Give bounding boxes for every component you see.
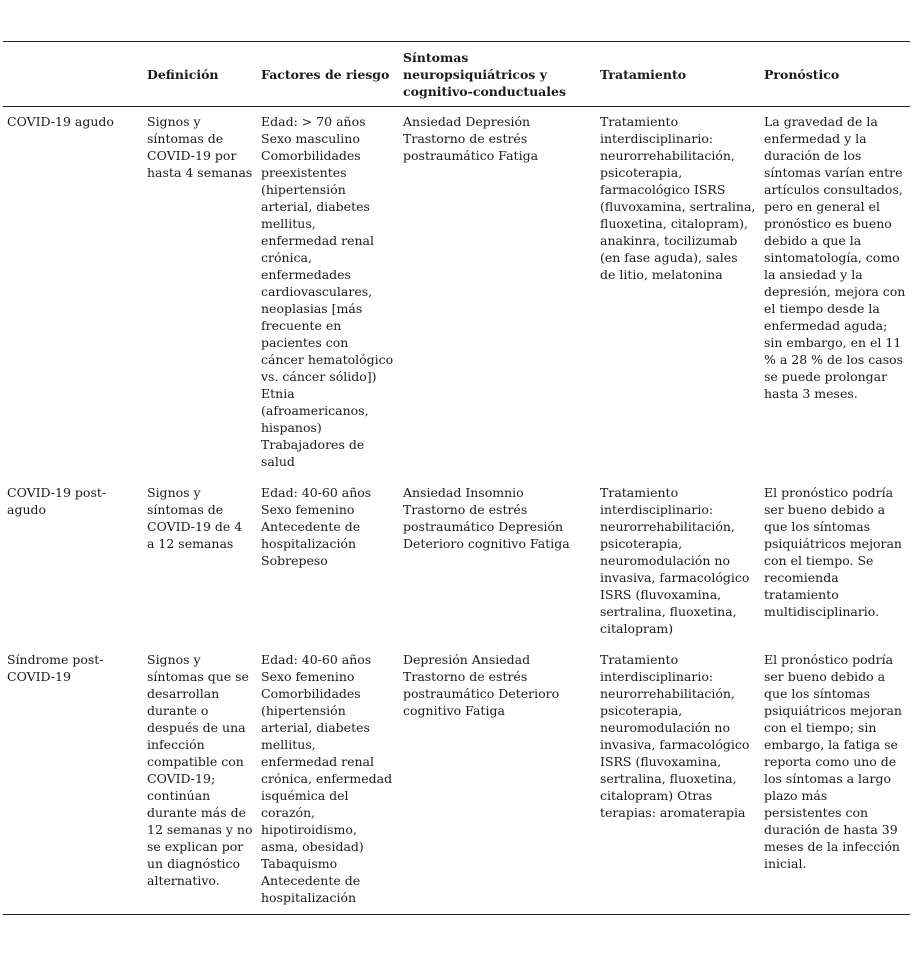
covid-phases-table bbox=[3, 41, 910, 915]
cell-pronostico: El pronóstico podría ser bueno debido a que los síntomas psiquiátricos mejoran con el tiempo. Se recomienda tratamiento multidisciplinario. bbox=[764, 485, 902, 619]
cell-factores-riesgo: Edad: 40-60 años Sexo femenino Comorbilidades (hipertensión arterial, diabetes mellitus, enfermedad renal crónica, enfermedad isquémica del corazón, hipotiroidismo, asma, obesidad) Tabaquismo Antecedente de hospitalización bbox=[261, 652, 393, 905]
header-definicion: Definición bbox=[147, 67, 219, 82]
header-phase bbox=[3, 42, 143, 107]
table-header bbox=[3, 42, 910, 107]
cell-pronostico: La gravedad de la enfermedad y la duración de los síntomas varían entre artículos consultados, pero en general el pronóstico es bueno debido a que la sintomatología, como la ansiedad y la depresión, mejora con el tiempo desde la enfermedad aguda; sin embargo, en el 11 % a 28 % de los casos se puede prolongar hasta 3 meses. bbox=[764, 114, 906, 401]
table-row bbox=[3, 478, 910, 645]
cell-tratamiento: Tratamiento interdisciplinario: neurorrehabilitación, psicoterapia, farmacológico ISRS (fluvoxamina, sertralina, fluoxetina, citalopram), anakinra, tocilizumab (en fase aguda), sales de litio, melatonina bbox=[600, 114, 756, 282]
cell-phase: COVID-19 agudo bbox=[7, 114, 114, 129]
cell-phase: COVID-19 post-agudo bbox=[7, 485, 107, 517]
header-sintomas: Síntomas neuropsiquiátricos y cognitivo-conductuales bbox=[403, 50, 567, 99]
header-pronostico: Pronóstico bbox=[764, 67, 840, 82]
cell-pronostico: El pronóstico podría ser bueno debido a que los síntomas psiquiátricos mejoran con el tiempo; sin embargo, la fatiga se reporta como uno de los síntomas a largo plazo más persistentes con duración de hasta 39 meses de la infección inicial. bbox=[764, 652, 902, 871]
cell-factores-riesgo: Edad: 40-60 años Sexo femenino Antecedente de hospitalización Sobrepeso bbox=[261, 485, 372, 568]
cell-definicion: Signos y síntomas de COVID-19 por hasta 4 semanas bbox=[147, 114, 253, 180]
table-row bbox=[3, 645, 910, 915]
cell-phase: Síndrome post-COVID-19 bbox=[7, 652, 104, 684]
table-row bbox=[3, 107, 910, 479]
cell-tratamiento: Tratamiento interdisciplinario: neurorrehabilitación, psicoterapia, neuromodulación no invasiva, farmacológico ISRS (fluvoxamina, sertralina, fluoxetina, citalopram) bbox=[600, 485, 750, 636]
header-tratamiento: Tratamiento bbox=[600, 67, 687, 82]
header-row bbox=[3, 42, 910, 107]
table-body bbox=[3, 107, 910, 915]
cell-tratamiento: Tratamiento interdisciplinario: neurorrehabilitación, psicoterapia, neuromodulación no invasiva, farmacológico ISRS (fluvoxamina, sertralina, fluoxetina, citalopram) Otras terapias: aromaterapia bbox=[600, 652, 750, 820]
cell-sintomas: Ansiedad Depresión Trastorno de estrés postraumático Fatiga bbox=[403, 114, 539, 163]
cell-sintomas: Ansiedad Insomnio Trastorno de estrés postraumático Depresión Deterioro cognitivo Fatiga bbox=[403, 485, 570, 551]
header-factores-riesgo: Factores de riesgo bbox=[261, 67, 390, 82]
cell-sintomas: Depresión Ansiedad Trastorno de estrés postraumático Deterioro cognitivo Fatiga bbox=[403, 652, 560, 718]
cell-definicion: Signos y síntomas de COVID-19 de 4 a 12 semanas bbox=[147, 485, 243, 551]
comparison-table-container bbox=[3, 41, 910, 915]
cell-definicion: Signos y síntomas que se desarrollan durante o después de una infección compatible con COVID-19; continúan durante más de 12 semanas y no se explican por un diagnóstico alternativo. bbox=[147, 652, 253, 888]
cell-factores-riesgo: Edad: > 70 años Sexo masculino Comorbilidades preexistentes (hipertensión arterial, diabetes mellitus, enfermedad renal crónica, enfermedades cardiovasculares, neoplasias [más frecuente en pacientes con cáncer hematológico vs. cáncer sólido]) Etnia (afroamericanos, hispanos) Trabajadores de salud bbox=[261, 114, 394, 469]
